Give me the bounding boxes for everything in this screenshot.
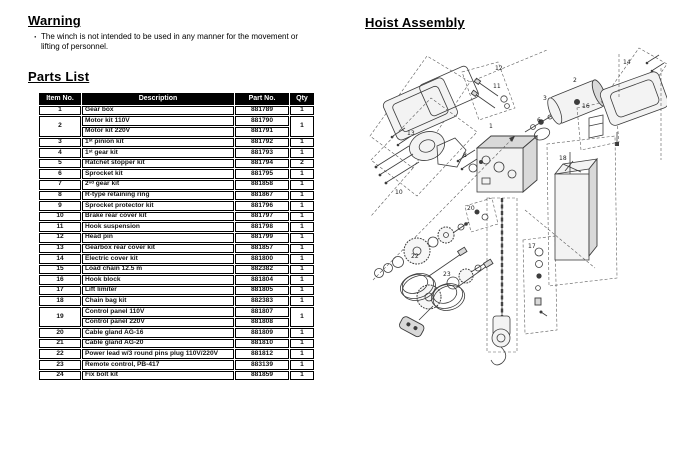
table-row (39, 159, 314, 169)
description-cell: 1ˢᵗ gear kit (82, 148, 234, 158)
qty-cell: 1 (290, 222, 314, 232)
table-row (39, 339, 314, 349)
table-row (39, 307, 314, 317)
header-item-no: Item No. (39, 93, 81, 105)
item-no-cell: 9 (39, 201, 81, 211)
qty-cell: 2 (290, 159, 314, 169)
left-column (28, 13, 340, 381)
callout-8: 8 (463, 152, 467, 159)
description-cell: Load chain 12.5 m (82, 265, 234, 275)
table-row (39, 106, 314, 116)
item-no-cell: 21 (39, 339, 81, 349)
description-cell: Fix bolt kit (82, 371, 234, 381)
table-row (39, 265, 314, 275)
item-no-cell: 24 (39, 371, 81, 381)
table-row (39, 244, 314, 254)
bullet-marker: · (34, 32, 37, 42)
table-row (39, 116, 314, 126)
qty-cell: 1 (290, 275, 314, 285)
item-no-cell: 8 (39, 191, 81, 201)
part-no-cell: 881859 (235, 371, 289, 381)
description-cell: Control panel 220V (82, 318, 234, 328)
table-row (39, 371, 314, 381)
description-cell: 1ˢᵗ pinion kit (82, 138, 234, 148)
qty-cell: 1 (290, 106, 314, 116)
table-row (39, 233, 314, 243)
part-no-cell: 881792 (235, 138, 289, 148)
item-no-cell: 4 (39, 148, 81, 158)
part-no-cell: 881804 (235, 275, 289, 285)
part-no-cell: 881793 (235, 148, 289, 158)
qty-cell: 1 (290, 180, 314, 190)
warning-bullet (34, 32, 340, 53)
description-cell: Chain bag kit (82, 296, 234, 306)
part-no-cell: 881809 (235, 328, 289, 338)
qty-cell: 1 (290, 328, 314, 338)
description-cell: Electric cover kit (82, 254, 234, 264)
qty-cell: 1 (290, 360, 314, 370)
qty-cell: 1 (290, 212, 314, 222)
callout-16: 16 (582, 103, 590, 110)
qty-cell: 1 (290, 307, 314, 327)
item-no-cell: 11 (39, 222, 81, 232)
description-cell: Head pin (82, 233, 234, 243)
table-row (39, 296, 314, 306)
description-cell: Remote control, PB-417 (82, 360, 234, 370)
table-row (39, 360, 314, 370)
hoist-assembly-title: Hoist Assembly (365, 15, 465, 30)
part-no-cell: 882382 (235, 265, 289, 275)
description-cell: Cable gland AG-16 (82, 328, 234, 338)
qty-cell: 1 (290, 254, 314, 264)
table-row (39, 169, 314, 179)
header-part-no: Part No. (235, 93, 289, 105)
table-header-row (39, 93, 314, 105)
item-no-cell: 20 (39, 328, 81, 338)
description-cell: Sprocket kit (82, 169, 234, 179)
right-column (365, 15, 670, 397)
callout-1: 1 (489, 123, 493, 130)
parts-table (38, 92, 315, 381)
part-no-cell: 881790 (235, 116, 289, 126)
part-no-cell: 881789 (235, 106, 289, 116)
description-cell: Motor kit 220V (82, 127, 234, 137)
description-cell: Power lead w/3 round pins plug 110V/220V (82, 349, 234, 359)
part-no-cell: 881857 (235, 244, 289, 254)
header-qty: Qty (290, 93, 314, 105)
qty-cell: 1 (290, 349, 314, 359)
item-no-cell: 3 (39, 138, 81, 148)
item-no-cell: 5 (39, 159, 81, 169)
part-no-cell: 881867 (235, 191, 289, 201)
description-cell: Gearbox rear cover kit (82, 244, 234, 254)
description-cell: R-type retaining ring (82, 191, 234, 201)
table-row (39, 148, 314, 158)
callout-10: 10 (395, 189, 403, 196)
item-no-cell: 12 (39, 233, 81, 243)
qty-cell: 1 (290, 191, 314, 201)
qty-cell: 1 (290, 286, 314, 296)
callout-13: 13 (407, 130, 415, 137)
item-no-cell: 16 (39, 275, 81, 285)
description-cell: Sprocket protector kit (82, 201, 234, 211)
qty-cell: 1 (290, 244, 314, 254)
warning-title: Warning (28, 13, 81, 28)
callout-3: 3 (543, 95, 547, 102)
table-row (39, 328, 314, 338)
table-row (39, 180, 314, 190)
qty-cell: 1 (290, 339, 314, 349)
qty-cell: 1 (290, 233, 314, 243)
callout-14: 14 (623, 59, 631, 66)
item-no-cell: 19 (39, 307, 81, 327)
description-cell: Lift limiter (82, 286, 234, 296)
table-row (39, 222, 314, 232)
part-no-cell: 881805 (235, 286, 289, 296)
item-no-cell: 13 (39, 244, 81, 254)
description-cell: 2ⁿᵈ gear kit (82, 180, 234, 190)
part-no-cell: 881812 (235, 349, 289, 359)
callout-11: 11 (493, 83, 501, 90)
table-row (39, 201, 314, 211)
item-no-cell: 14 (39, 254, 81, 264)
table-row (39, 191, 314, 201)
table-row (39, 212, 314, 222)
description-cell: Hook suspension (82, 222, 234, 232)
table-row (39, 275, 314, 285)
header-description: Description (82, 93, 234, 105)
part-no-cell: 882383 (235, 296, 289, 306)
qty-cell: 1 (290, 148, 314, 158)
part-no-cell: 881858 (235, 180, 289, 190)
part-no-cell: 881798 (235, 222, 289, 232)
callout-18: 18 (559, 155, 567, 162)
part-no-cell: 881807 (235, 307, 289, 317)
item-no-cell: 15 (39, 265, 81, 275)
part-no-cell: 881808 (235, 318, 289, 328)
description-cell: Motor kit 110V (82, 116, 234, 126)
qty-cell: 1 (290, 116, 314, 136)
hoist-assembly-exploded-diagram (365, 40, 667, 392)
table-row (39, 349, 314, 359)
part-no-cell: 881797 (235, 212, 289, 222)
item-no-cell: 18 (39, 296, 81, 306)
part-no-cell: 881796 (235, 201, 289, 211)
warning-text: The winch is not intended to be used in any manner for the movement or lifting of personnel. (41, 32, 299, 52)
description-cell: Gear box (82, 106, 234, 116)
callout-20: 20 (467, 205, 475, 212)
item-no-cell: 7 (39, 180, 81, 190)
description-cell: Brake rear cover kit (82, 212, 234, 222)
qty-cell: 1 (290, 138, 314, 148)
part-no-cell: 881799 (235, 233, 289, 243)
description-cell: Hook block (82, 275, 234, 285)
qty-cell: 1 (290, 169, 314, 179)
callout-2: 2 (573, 77, 577, 84)
callout-6: 6 (537, 117, 541, 124)
part-no-cell: 881800 (235, 254, 289, 264)
item-no-cell: 2 (39, 116, 81, 136)
qty-cell: 1 (290, 296, 314, 306)
parts-list-title: Parts List (28, 68, 90, 84)
part-no-cell: 881794 (235, 159, 289, 169)
description-cell: Control panel 110V (82, 307, 234, 317)
table-row (39, 286, 314, 296)
description-cell: Ratchet stopper kit (82, 159, 234, 169)
qty-cell: 1 (290, 265, 314, 275)
item-no-cell: 1 (39, 106, 81, 116)
item-no-cell: 10 (39, 212, 81, 222)
callout-23: 23 (443, 271, 451, 278)
callout-12: 12 (495, 65, 503, 72)
qty-cell: 1 (290, 201, 314, 211)
item-no-cell: 6 (39, 169, 81, 179)
table-row (39, 138, 314, 148)
part-no-cell: 881795 (235, 169, 289, 179)
table-row (39, 254, 314, 264)
part-no-cell: 883139 (235, 360, 289, 370)
callout-17: 17 (528, 243, 536, 250)
part-no-cell: 881791 (235, 127, 289, 137)
callout-22: 22 (411, 253, 419, 260)
part-no-cell: 881810 (235, 339, 289, 349)
qty-cell: 1 (290, 371, 314, 381)
item-no-cell: 23 (39, 360, 81, 370)
item-no-cell: 17 (39, 286, 81, 296)
description-cell: Cable gland AG-20 (82, 339, 234, 349)
item-no-cell: 22 (39, 349, 81, 359)
